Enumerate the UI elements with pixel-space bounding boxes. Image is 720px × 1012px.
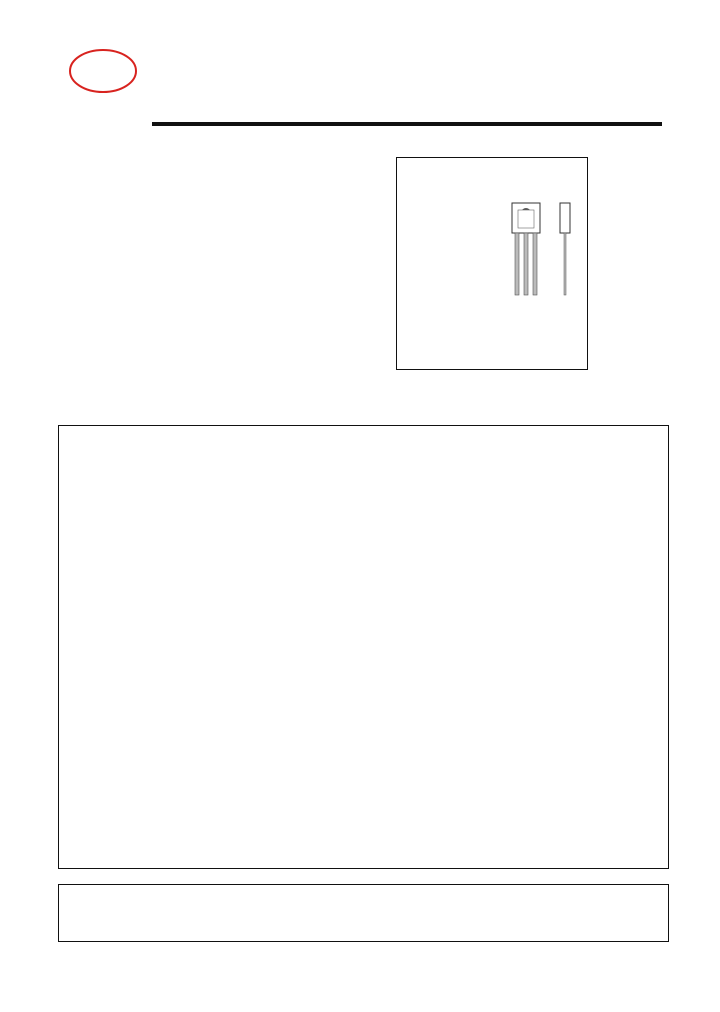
icm-line xyxy=(128,276,170,290)
vcbo-line xyxy=(126,314,146,328)
electrical-characteristics-table xyxy=(58,425,669,869)
package-box xyxy=(396,157,588,370)
header-rule xyxy=(152,122,662,126)
to126-package-icon xyxy=(502,198,582,300)
company-logo-icon xyxy=(68,48,138,94)
pcm-line xyxy=(128,226,182,240)
classification-table xyxy=(58,884,669,942)
